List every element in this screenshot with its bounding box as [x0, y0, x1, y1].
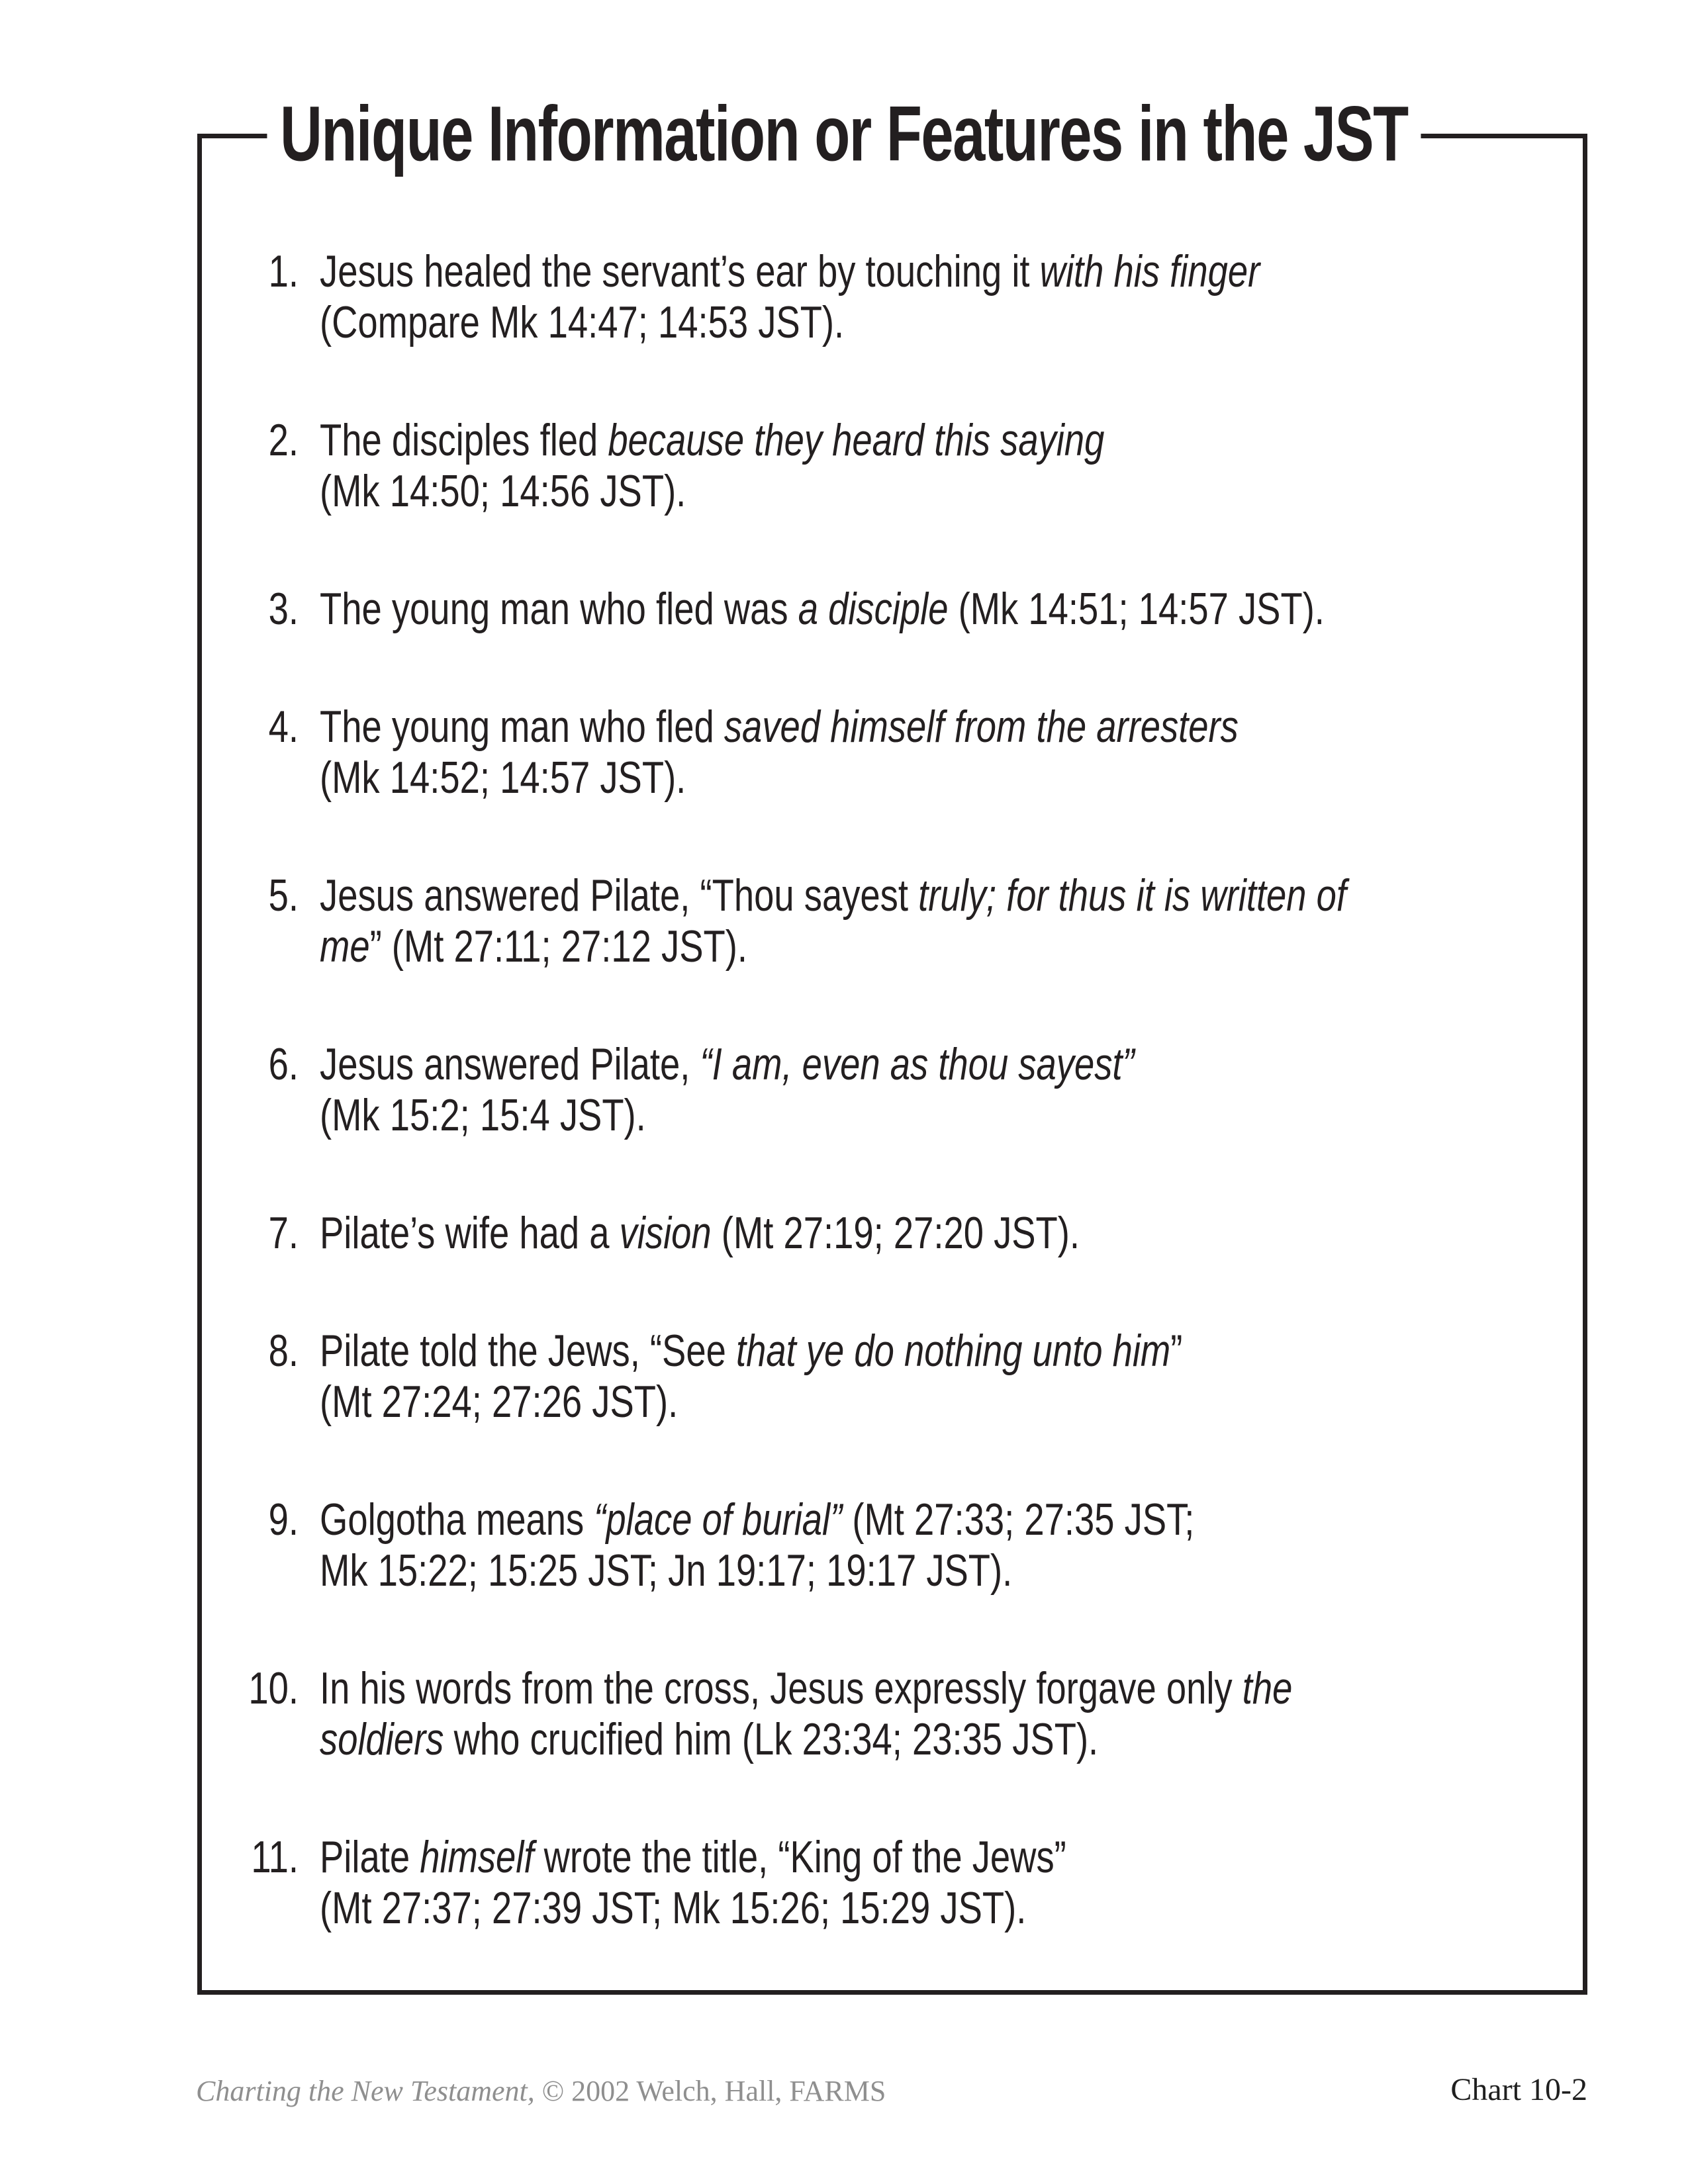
list-item [235, 702, 1453, 803]
list-item-number: 9. [268, 1494, 299, 1545]
list-item-text: Jesus answered Pilate, “Thou sayest truly; for thus it is written of me” (Mt 27:11; 27:12 JST). [320, 870, 1347, 972]
list-item-number: 11. [251, 1832, 299, 1882]
list-item-text: The young man who fled saved himself from the arresters (Mk 14:52; 14:57 JST). [320, 702, 1239, 803]
list-item-text: Pilate told the Jews, “See that ye do nothing unto him” (Mt 27:24; 27:26 JST). [320, 1326, 1183, 1427]
list-item [235, 1494, 1453, 1596]
list-item-text: The young man who fled was a disciple (Mk 14:51; 14:57 JST). [320, 584, 1325, 634]
list-item-text: In his words from the cross, Jesus expressly forgave only the soldiers who crucified him (Lk 23:34; 23:35 JST). [320, 1663, 1293, 1764]
numbered-list [235, 246, 1688, 1934]
list-item [235, 1326, 1453, 1428]
list-item [235, 246, 1453, 348]
list-item [235, 1208, 1453, 1259]
list-item-text: Golgotha means “place of burial” (Mt 27:33; 27:35 JST; Mk 15:22; 15:25 JST; Jn 19:17; 19:17 JST). [320, 1494, 1195, 1596]
list-item [235, 870, 1453, 972]
list-item-number: 6. [268, 1039, 299, 1089]
list-item-text: Pilate’s wife had a vision (Mt 27:19; 27:20 JST). [320, 1208, 1080, 1258]
list-item-number: 10. [248, 1663, 299, 1713]
list-item-number: 3. [268, 584, 299, 634]
list-item-text: Jesus answered Pilate, “I am, even as thou sayest” (Mk 15:2; 15:4 JST). [320, 1039, 1135, 1140]
list-item [235, 1663, 1453, 1765]
list-item-number: 4. [268, 702, 299, 752]
list-item-text: Pilate himself wrote the title, “King of the Jews” (Mt 27:37; 27:39 JST; Mk 15:26; 15:29 JST). [320, 1832, 1066, 1933]
list-item-text: The disciples fled because they heard this saying (Mk 14:50; 14:56 JST). [320, 415, 1105, 516]
list-item-number: 2. [268, 415, 299, 465]
footer-chart-number: Chart 10-2 [1450, 2072, 1587, 2107]
list-item [235, 1039, 1453, 1141]
list-item [235, 415, 1453, 517]
list-item-number: 1. [268, 246, 299, 296]
list-item-number: 8. [268, 1326, 299, 1376]
list-item-number: 7. [268, 1208, 299, 1258]
footer-citation: Charting the New Testament, © 2002 Welch, Hall, FARMS [196, 2075, 886, 2107]
list-item [235, 1832, 1453, 1934]
list-item-number: 5. [268, 870, 299, 921]
page-title: Unique Information or Features in the JST [267, 95, 1421, 173]
list-item [235, 584, 1453, 635]
list-item-text: Jesus healed the servant’s ear by touching it with his finger (Compare Mk 14:47; 14:53 JST). [320, 246, 1260, 347]
